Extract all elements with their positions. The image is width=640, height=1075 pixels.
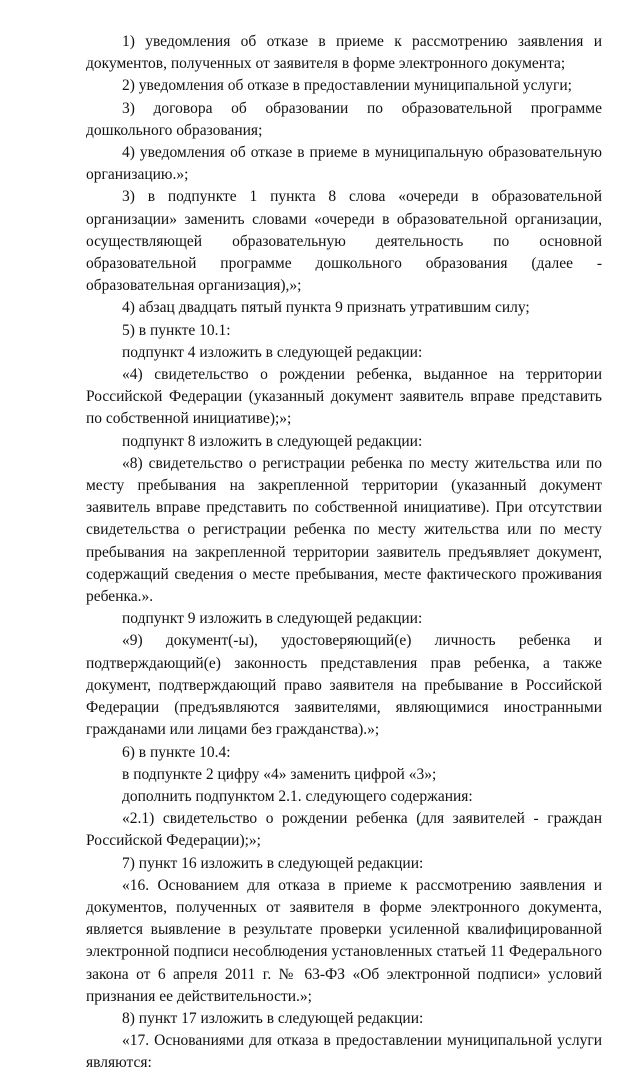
- paragraph: подпункт 9 изложить в следующей редакции:: [122, 610, 423, 628]
- paragraph: 3) договора об образовании по образовательной программе дошкольного образования;: [86, 99, 602, 139]
- paragraph: 4) абзац двадцать пятый пункта 9 признать утратившим силу;: [122, 299, 530, 317]
- paragraph: подпункт 8 изложить в следующей редакции:: [122, 432, 423, 450]
- paragraph: 2) уведомления об отказе в предоставлении муниципальной услуги;: [122, 77, 572, 95]
- paragraph: «9) документ(-ы), удостоверяющий(е) личность ребенка и подтверждающий(е) законность представления прав ребенка, а также документ, подтверждающий право заявителя на пребывание в Российской Федерации (предъявляются заявителями, являющимися иностранными гражданами или лицами без гражданства).»;: [86, 632, 602, 739]
- paragraph: 4) уведомления об отказе в приеме в муниципальную образовательную организацию.»;: [86, 144, 602, 184]
- paragraph: подпункт 4 изложить в следующей редакции:: [122, 343, 423, 361]
- paragraph: 1) уведомления об отказе в приеме к рассмотрению заявления и документов, полученных от заявителя в форме электронного документа;: [86, 33, 602, 73]
- paragraph: «4) свидетельство о рождении ребенка, выданное на территории Российской Федерации (указанный документ заявитель вправе представить по собственной инициативе);»;: [86, 366, 602, 428]
- paragraph: «17. Основаниями для отказа в предоставлении муниципальной услуги являются:: [86, 1032, 602, 1072]
- paragraph: «8) свидетельство о регистрации ребенка по месту жительства или по месту пребывания на закрепленной территории (указанный документ заявитель вправе представить по собственной инициативе). При отсутствии свидетельства о регистрации ребенка по месту жительства или по месту пребывания на закрепленной территории заявитель предъявляет документ, содержащий сведения о месте пребывания, месте фактического проживания ребенка.».: [86, 454, 602, 606]
- paragraph: «16. Основанием для отказа в приеме к рассмотрению заявления и документов, полученных от заявителя в форме электронного документа, является выявление в результате проверки усиленной квалифицированной электронной подписи несоблюдения установленных статьей 11 Федерального закона от 6 апреля 2011 г. № 63-ФЗ «Об электронной подписи» условий признания ее действительности.»;: [86, 876, 602, 1005]
- paragraph: 7) пункт 16 изложить в следующей редакции:: [122, 854, 424, 872]
- paragraph: 6) в пункте 10.4:: [122, 743, 231, 761]
- document-body: [86, 31, 602, 1075]
- paragraph: «2.1) свидетельство о рождении ребенка (для заявителей - граждан Российской Федерации);»;: [86, 810, 602, 850]
- paragraph: в подпункте 2 цифру «4» заменить цифрой «3»;: [122, 765, 437, 783]
- paragraph: дополнить подпунктом 2.1. следующего содержания:: [122, 787, 473, 805]
- paragraph: 5) в пункте 10.1:: [122, 321, 231, 339]
- paragraph: 3) в подпункте 1 пункта 8 слова «очереди в образовательной организации» заменить словами «очереди в образовательной организации, осуществляющей образовательную деятельность по основной образовательной программе дошкольного образования (далее - образовательная организация),»;: [86, 188, 602, 295]
- paragraph: 8) пункт 17 изложить в следующей редакции:: [122, 1009, 424, 1027]
